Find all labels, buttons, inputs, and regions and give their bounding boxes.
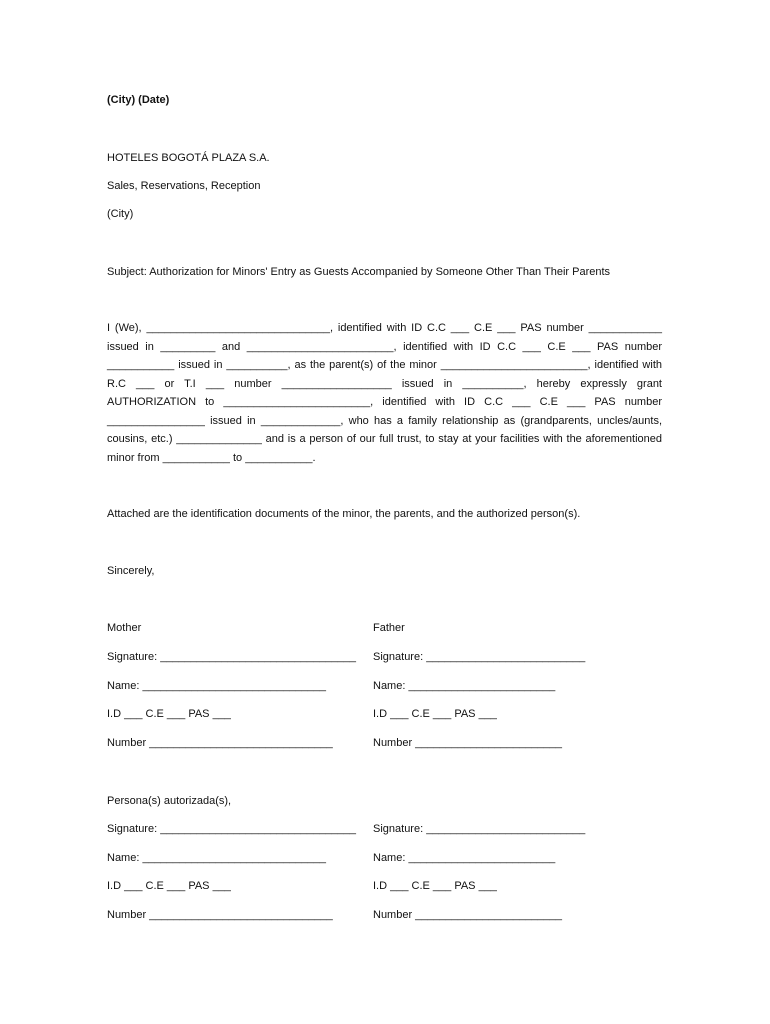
mother-name-field: Name: ______________________________	[107, 680, 326, 692]
attached-note: Attached are the identification documents of the minor, the parents, and the authorized person(s).	[107, 508, 581, 520]
father-signature-field: Signature: __________________________	[373, 651, 586, 663]
recipient-name: HOTELES BOGOTÁ PLAZA S.A.	[107, 152, 270, 164]
authorized-left-name-field: Name: ______________________________	[107, 852, 326, 864]
father-name-field: Name: ________________________	[373, 680, 556, 692]
authorized-right-signature-field: Signature: __________________________	[373, 823, 586, 835]
authorized-left-number-field: Number ______________________________	[107, 909, 333, 921]
city-date-line: (City) (Date)	[107, 94, 170, 106]
mother-id-field: I.D ___ C.E ___ PAS ___	[107, 708, 231, 720]
authorization-paragraph: I (We), ______________________________, identified with ID C.C ___ C.E ___ PAS number ____________ issued in _________ and ________________________, identified with ID C.C ___ C.E ___ PAS number ___________ issued in __________, as the parent(s) of the minor ________________________, identified with R.C ___ or T.I ___ number __________________ issued in __________, hereby expressly grant AUTHORIZATION to ________________________, identified with ID C.C ___ C.E ___ PAS number ________________ issued in _____________, who has a family relationship as (grandparents, uncles/aunts, cousins, etc.) ______________ and is a person of our full trust, to stay at your facilities with the aforementioned minor from ___________ to ___________.	[107, 322, 662, 464]
authorized-heading: Persona(s) autorizada(s),	[107, 795, 232, 807]
authorized-right-id-field: I.D ___ C.E ___ PAS ___	[373, 880, 497, 892]
closing-line: Sincerely,	[107, 565, 155, 577]
authorized-right-number-field: Number ________________________	[373, 909, 563, 921]
authorized-left-signature-field: Signature: ________________________________	[107, 823, 356, 835]
mother-label: Mother	[107, 622, 142, 634]
father-number-field: Number ________________________	[373, 737, 563, 749]
father-label: Father	[373, 622, 405, 634]
recipient-department: Sales, Reservations, Reception	[107, 180, 261, 192]
mother-signature-field: Signature: ________________________________	[107, 651, 356, 663]
subject-line: Subject: Authorization for Minors' Entry as Guests Accompanied by Someone Other Than Their Parents	[107, 266, 611, 278]
father-id-field: I.D ___ C.E ___ PAS ___	[373, 708, 497, 720]
mother-number-field: Number ______________________________	[107, 737, 333, 749]
authorized-left-id-field: I.D ___ C.E ___ PAS ___	[107, 880, 231, 892]
authorized-right-name-field: Name: ________________________	[373, 852, 556, 864]
recipient-city: (City)	[107, 208, 134, 220]
